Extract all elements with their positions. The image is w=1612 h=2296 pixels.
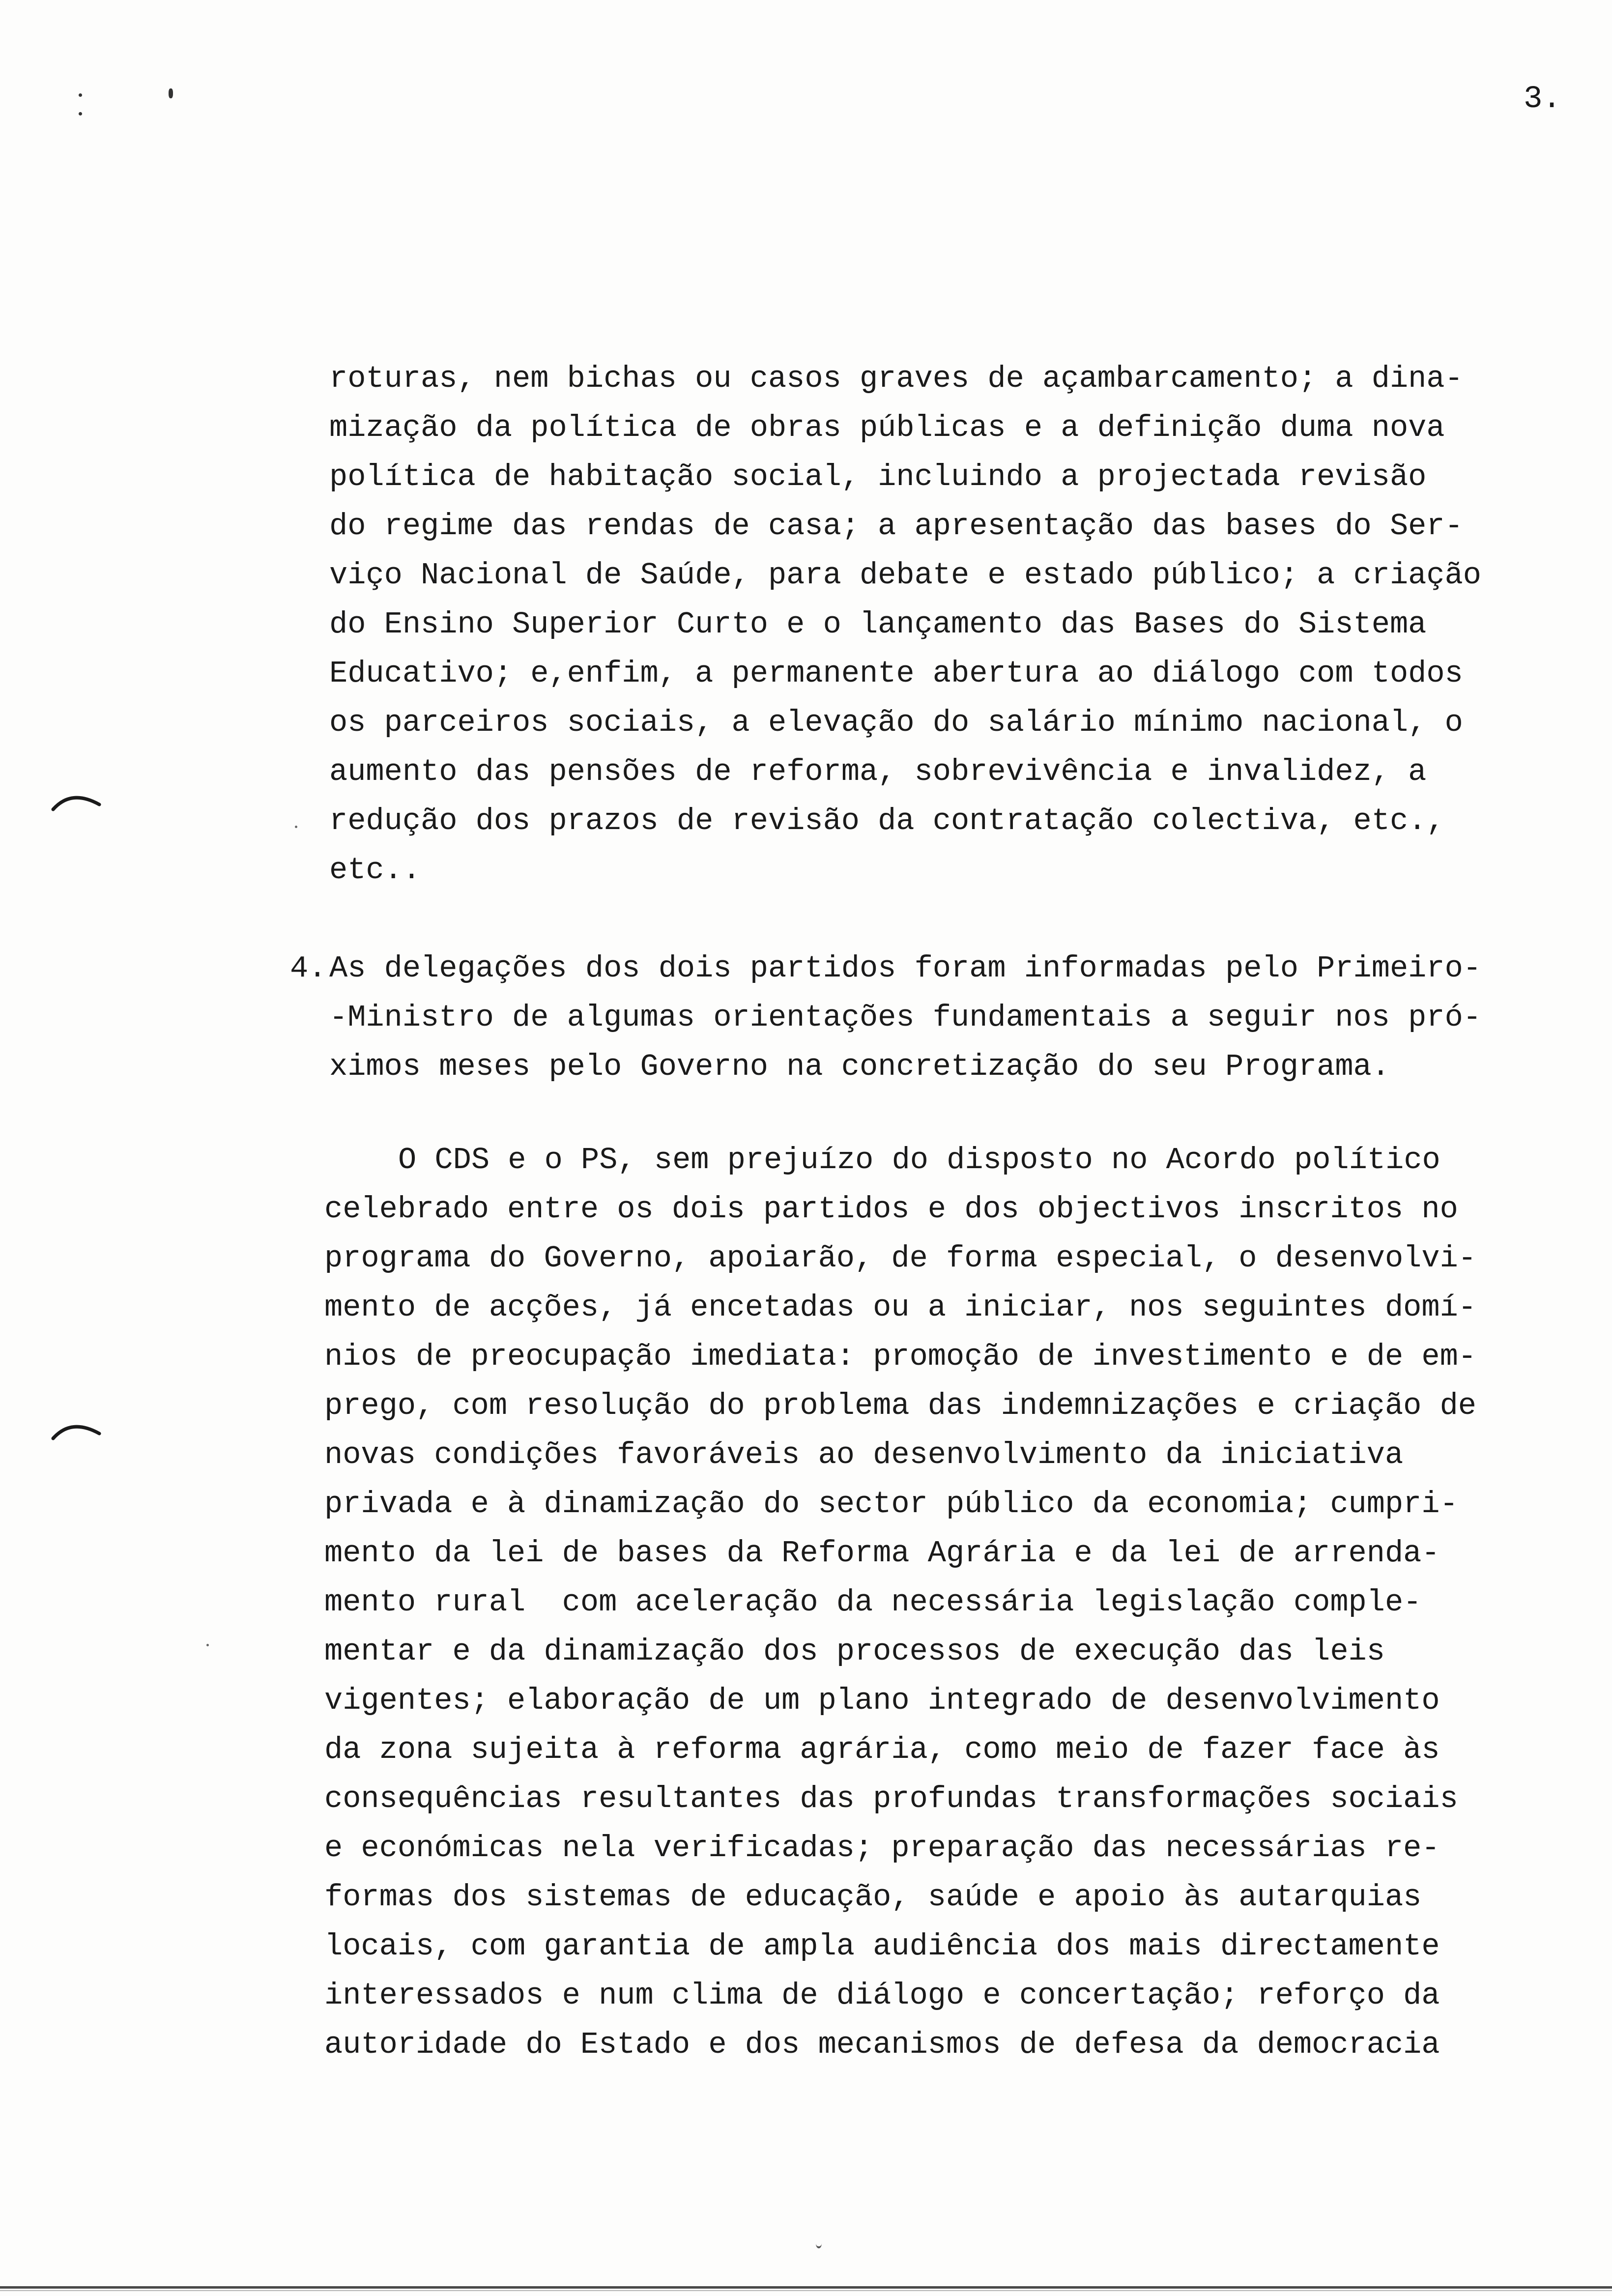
speck-mark: [295, 826, 297, 828]
text-line: prego, com resolução do problema das indemnizações e criação de: [324, 1388, 1476, 1423]
text-line: mento da lei de bases da Reforma Agrária e da lei de arrenda-: [324, 1536, 1440, 1571]
speck-mark: [79, 112, 82, 115]
text-line: As delegações dos dois partidos foram informadas pelo Primeiro-: [329, 951, 1481, 986]
text-line: e económicas nela verificadas; preparação das necessárias re-: [324, 1831, 1440, 1866]
text-line: novas condições favoráveis ao desenvolvimento da iniciativa: [324, 1437, 1404, 1472]
text-line: nios de preocupação imediata: promoção de investimento e de em-: [324, 1339, 1476, 1374]
text-line: etc..: [329, 853, 421, 888]
bottom-rule: [0, 2286, 1612, 2289]
text-line: roturas, nem bichas ou casos graves de açambarcamento; a dina-: [329, 361, 1463, 396]
text-line: formas dos sistemas de educação, saúde e apoio às autarquias: [324, 1880, 1422, 1915]
text-line: locais, com garantia de ampla audiência dos mais directamente: [324, 1929, 1440, 1964]
speck-mark: [169, 88, 173, 98]
punch-hole-mark: [49, 1413, 103, 1442]
text-line: celebrado entre os dois partidos e dos objectivos inscritos no: [324, 1192, 1458, 1227]
text-line: Educativo; e,enfim, a permanente abertura ao diálogo com todos: [329, 656, 1463, 691]
speck-mark: [79, 93, 82, 97]
punch-hole-mark: [49, 784, 103, 813]
page-number: 3.: [1524, 82, 1561, 117]
text-line: mento rural com aceleração da necessária legislação comple-: [324, 1585, 1422, 1620]
speck-mark: [206, 1644, 209, 1646]
text-line: mização da política de obras públicas e a definição duma nova: [329, 410, 1445, 445]
text-line: vigentes; elaboração de um plano integrado de desenvolvimento: [324, 1683, 1440, 1718]
bottom-rule-shadow: [0, 2290, 1612, 2291]
text-line: da zona sujeita à reforma agrária, como meio de fazer face às: [324, 1732, 1440, 1767]
text-line: O CDS e o PS, sem prejuízo do disposto no Acordo político: [398, 1143, 1440, 1177]
speck-mark: [816, 2239, 822, 2248]
text-line: mentar e da dinamização dos processos de execução das leis: [324, 1634, 1385, 1669]
text-line: do Ensino Superior Curto e o lançamento das Bases do Sistema: [329, 607, 1427, 642]
item-number: 4.: [290, 951, 327, 986]
text-line: do regime das rendas de casa; a apresentação das bases do Ser-: [329, 509, 1463, 544]
text-line: ximos meses pelo Governo na concretização do seu Programa.: [329, 1049, 1390, 1084]
text-line: privada e à dinamização do sector público da economia; cumpri-: [324, 1487, 1458, 1521]
text-line: redução dos prazos de revisão da contratação colectiva, etc.,: [329, 804, 1445, 838]
text-line: aumento das pensões de reforma, sobrevivência e invalidez, a: [329, 754, 1427, 789]
text-line: política de habitação social, incluindo a projectada revisão: [329, 459, 1427, 494]
text-line: interessados e num clima de diálogo e concertação; reforço da: [324, 1978, 1440, 2013]
text-line: autoridade do Estado e dos mecanismos de defesa da democracia: [324, 2027, 1440, 2062]
text-line: programa do Governo, apoiarão, de forma especial, o desenvolvi-: [324, 1241, 1476, 1276]
text-line: -Ministro de algumas orientações fundamentais a seguir nos pró-: [329, 1000, 1481, 1035]
text-line: viço Nacional de Saúde, para debate e estado público; a criação: [329, 558, 1481, 593]
text-line: os parceiros sociais, a elevação do salário mínimo nacional, o: [329, 705, 1463, 740]
text-line: consequências resultantes das profundas transformações sociais: [324, 1781, 1458, 1816]
text-line: mento de acções, já encetadas ou a iniciar, nos seguintes domí-: [324, 1290, 1476, 1325]
